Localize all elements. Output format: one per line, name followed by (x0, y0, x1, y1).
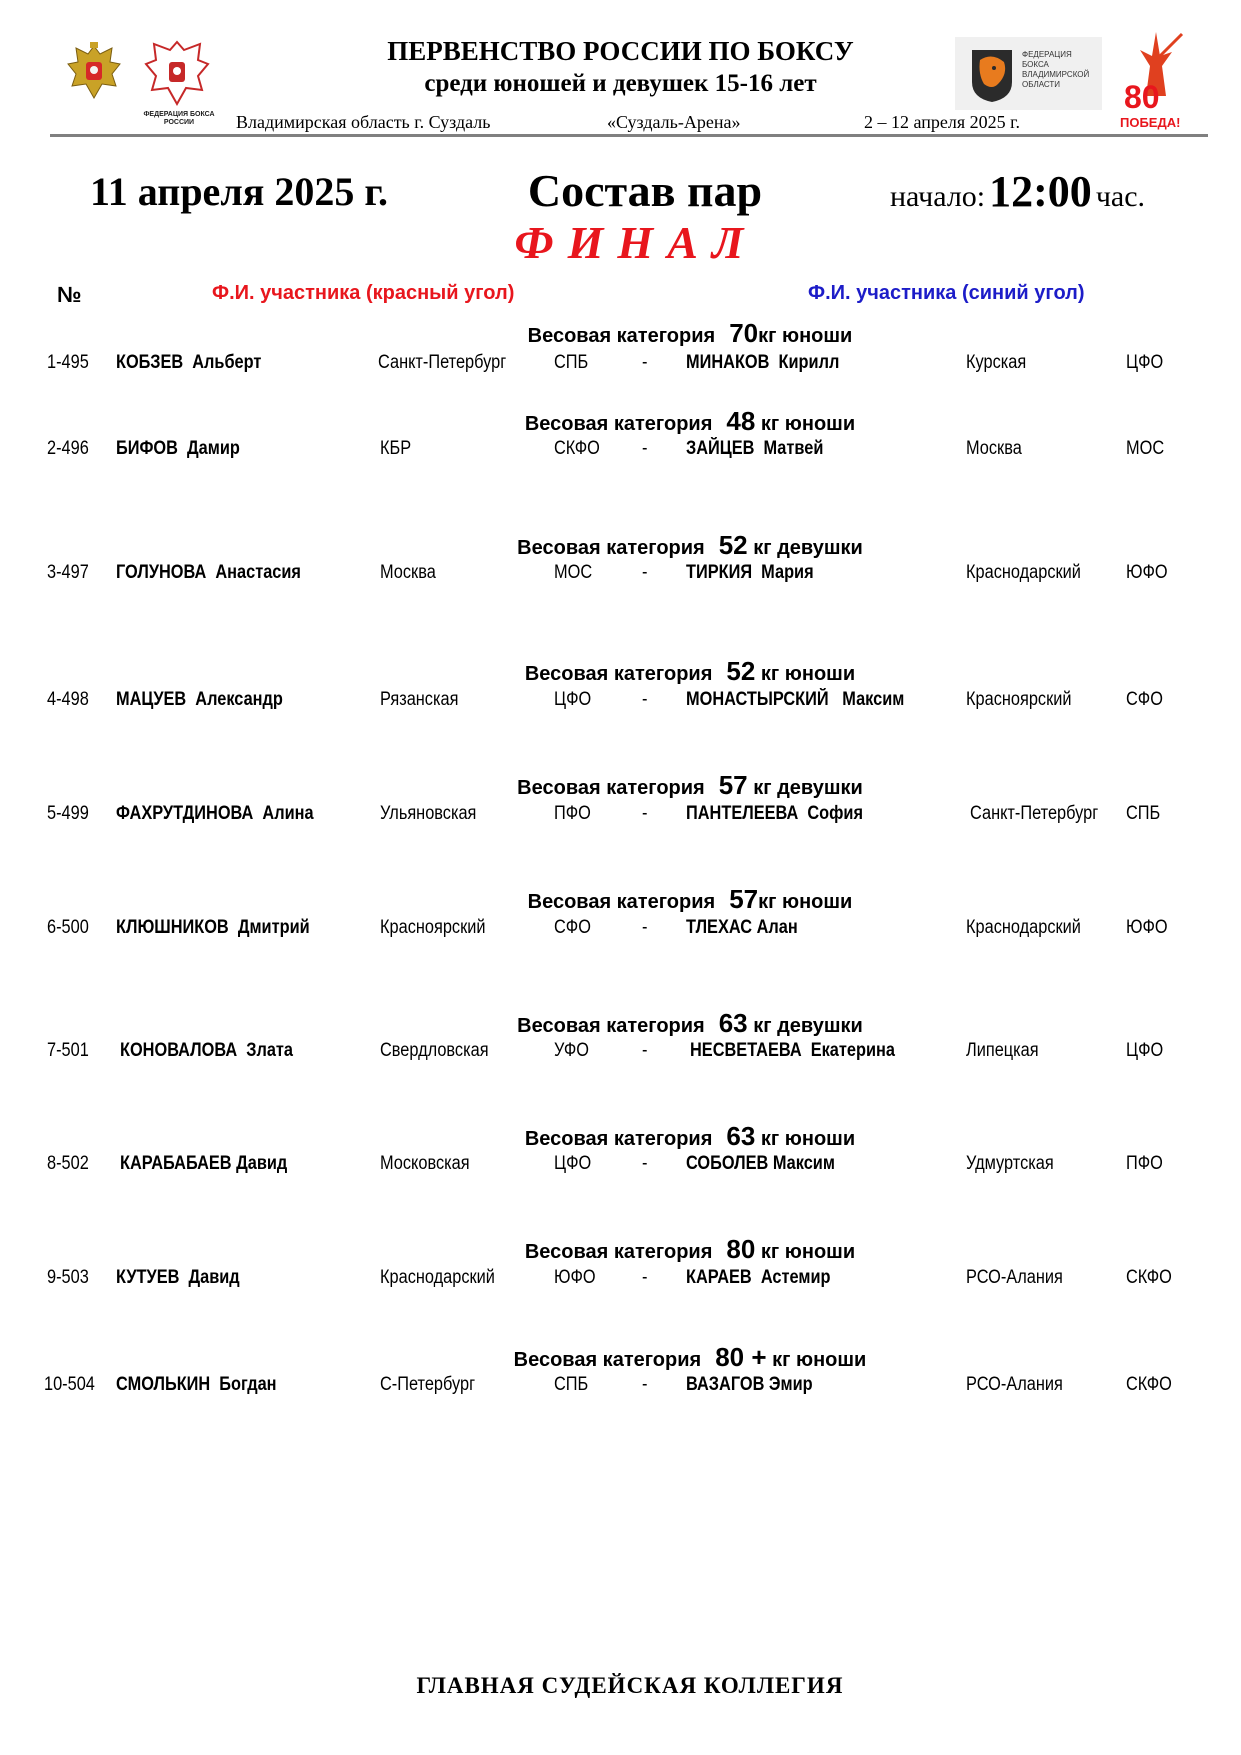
weight-category-label: Весовая категория (527, 325, 716, 347)
red-boxer-district: ПФО (554, 803, 591, 824)
blue-boxer-name: ЗАЙЦЕВ Матвей (686, 438, 824, 459)
blue-boxer-name: ВАЗАГОВ Эмир (686, 1374, 813, 1395)
blue-boxer-name: МОНАСТЫРСКИЙ Максим (686, 689, 905, 710)
blue-boxer-district: МОС (1126, 438, 1165, 459)
page-title: Состав пар (527, 165, 763, 216)
weight-value: 48 (726, 406, 756, 436)
weight-category (0, 1121, 1241, 1152)
blue-boxer-region: Москва (966, 438, 1022, 459)
vs-dash: - (642, 803, 648, 824)
blue-boxer-region: Удмуртская (966, 1153, 1054, 1174)
weight-category (0, 656, 1241, 687)
weight-category-label: Весовая категория (517, 1015, 705, 1037)
event-dates: 2 – 12 апреля 2025 г. (864, 112, 1020, 132)
blue-boxer-district: СПБ (1126, 803, 1161, 824)
red-boxer-name: ГОЛУНОВА Анастасия (116, 562, 301, 583)
bout-number: 3-497 (47, 562, 89, 583)
blue-boxer-region: Красноярский (966, 689, 1072, 710)
victory-80-number: 80 (1124, 79, 1160, 115)
blue-boxer-district: СКФО (1126, 1267, 1172, 1288)
bout-number: 9-503 (47, 1267, 89, 1288)
weight-group: кг девушки (747, 537, 863, 559)
red-boxer-name: КОНОВАЛОВА Злата (120, 1040, 294, 1061)
blue-boxer-region: Курская (966, 352, 1027, 373)
vs-dash: - (642, 1040, 648, 1061)
bout-number: 6-500 (47, 917, 89, 938)
location: Владимирская область г. Суздаль (236, 112, 491, 132)
weight-category-label: Весовая категория (527, 891, 716, 913)
red-boxer-district: ЦФО (554, 689, 592, 710)
blue-boxer-name: ТЛЕХАС Алан (686, 917, 798, 938)
column-red-corner: Ф.И. участника (красный угол) (212, 282, 515, 304)
bout-date: 11 апреля 2025 г. (90, 169, 389, 214)
bout-number: 1-495 (47, 352, 89, 373)
weight-value: 70 (729, 318, 759, 348)
weight-category (0, 530, 1241, 561)
weight-category (0, 1008, 1241, 1039)
weight-value: 63 (718, 1008, 748, 1038)
weight-group: кг юноши (758, 891, 853, 913)
weight-group: кг девушки (747, 777, 863, 799)
vs-dash: - (642, 1153, 648, 1174)
weight-value: 57 (718, 770, 748, 800)
vs-dash: - (642, 689, 648, 710)
blue-boxer-district: ЦФО (1126, 1040, 1164, 1061)
blue-boxer-region: Липецкая (966, 1040, 1039, 1061)
weight-group: кг юноши (755, 413, 856, 435)
red-boxer-district: СФО (554, 917, 591, 938)
red-boxer-region: Свердловская (380, 1040, 489, 1061)
weight-category-label: Весовая категория (524, 1241, 713, 1263)
vs-dash: - (642, 1374, 648, 1395)
blue-boxer-region: Краснодарский (966, 562, 1081, 583)
vs-dash: - (642, 438, 648, 459)
red-boxer-name: СМОЛЬКИН Богдан (116, 1374, 277, 1395)
bout-number: 4-498 (47, 689, 89, 710)
blue-boxer-name: ПАНТЕЛЕЕВА София (686, 803, 864, 824)
weight-group: кг юноши (758, 325, 853, 347)
red-boxer-name: МАЦУЕВ Александр (116, 689, 283, 710)
weight-value: 80 + (715, 1342, 767, 1372)
blue-boxer-region: РСО-Алания (966, 1374, 1063, 1395)
red-boxer-district: СПБ (554, 1374, 589, 1395)
red-boxer-name: КАРАБАБАЕВ Давид (120, 1153, 288, 1174)
bout-number: 2-496 (47, 438, 89, 459)
weight-value: 57 (729, 884, 759, 914)
weight-category-label: Весовая категория (524, 1128, 713, 1150)
blue-boxer-region: Санкт-Петербург (970, 803, 1099, 824)
weight-value: 52 (726, 656, 756, 686)
red-boxer-district: МОС (554, 562, 593, 583)
bout-number: 8-502 (47, 1153, 89, 1174)
red-boxer-region: Московская (380, 1153, 470, 1174)
blue-boxer-district: ПФО (1126, 1153, 1163, 1174)
championship-subtitle: среди юношей и девушек 15-16 лет (424, 70, 817, 97)
weight-category (0, 318, 1241, 349)
weight-group: кг юноши (755, 1241, 856, 1263)
stage-title: ФИНАЛ (514, 217, 758, 268)
weight-category (0, 884, 1241, 915)
blue-boxer-district: ЮФО (1126, 562, 1168, 583)
weight-category-label: Весовая категория (517, 777, 705, 799)
column-number: № (57, 282, 82, 307)
start-time: 12:00 (989, 167, 1092, 216)
venue: «Суздаль-Арена» (607, 112, 741, 132)
vs-dash: - (642, 352, 648, 373)
vs-dash: - (642, 1267, 648, 1288)
boxing-federation-logo-text: ФЕДЕРАЦИЯ БОКСА РОССИИ (143, 111, 215, 126)
red-boxer-district: ЮФО (554, 1267, 596, 1288)
red-boxer-district: СКФО (554, 438, 600, 459)
weight-category (0, 1234, 1241, 1265)
red-boxer-name: ФАХРУТДИНОВА Алина (116, 803, 314, 824)
red-boxer-district: ЦФО (554, 1153, 592, 1174)
blue-boxer-region: Краснодарский (966, 917, 1081, 938)
red-boxer-region: Санкт-Петербург (378, 352, 507, 373)
weight-category (0, 1342, 1241, 1373)
championship-title: ПЕРВЕНСТВО РОССИИ ПО БОКСУ (387, 36, 854, 66)
blue-boxer-name: СОБОЛЕВ Максим (686, 1153, 835, 1174)
weight-category-label: Весовая категория (524, 663, 713, 685)
column-blue-corner: Ф.И. участника (синий угол) (808, 282, 1085, 304)
vladimir-boxing-federation-text: ФЕДЕРАЦИЯ БОКСА ВЛАДИМИРСКОЙ ОБЛАСТИ (1022, 50, 1090, 89)
bout-number: 5-499 (47, 803, 89, 824)
blue-boxer-district: ЦФО (1126, 352, 1164, 373)
weight-group: кг юноши (755, 663, 856, 685)
red-boxer-district: СПБ (554, 352, 589, 373)
red-boxer-name: КОБЗЕВ Альберт (116, 352, 262, 373)
weight-group: кг девушки (747, 1015, 863, 1037)
weight-category-label: Весовая категория (524, 413, 713, 435)
header-divider (50, 134, 1208, 137)
bout-number: 7-501 (47, 1040, 89, 1061)
vs-dash: - (642, 917, 648, 938)
weight-value: 52 (718, 530, 748, 560)
red-boxer-name: КЛЮШНИКОВ Дмитрий (116, 917, 310, 938)
weight-category (0, 770, 1241, 801)
weight-category-label: Весовая категория (517, 537, 705, 559)
weight-category (0, 406, 1241, 437)
red-boxer-region: Краснодарский (380, 1267, 495, 1288)
weight-group: кг юноши (755, 1128, 856, 1150)
blue-boxer-name: КАРАЕВ Астемир (686, 1267, 831, 1288)
weight-value: 63 (726, 1121, 756, 1151)
start-label: начало: (890, 180, 986, 213)
chief-judges-panel: ГЛАВНАЯ СУДЕЙСКАЯ КОЛЛЕГИЯ (416, 1673, 844, 1698)
red-boxer-region: С-Петербург (380, 1374, 476, 1395)
bout-number: 10-504 (44, 1374, 95, 1395)
red-boxer-region: Москва (380, 562, 436, 583)
red-boxer-region: КБР (380, 438, 412, 459)
red-boxer-name: КУТУЕВ Давид (116, 1267, 240, 1288)
blue-boxer-name: НЕСВЕТАЕВА Екатерина (690, 1040, 895, 1061)
blue-boxer-region: РСО-Алания (966, 1267, 1063, 1288)
blue-boxer-name: МИНАКОВ Кирилл (686, 352, 840, 373)
red-boxer-region: Ульяновская (380, 803, 477, 824)
weight-value: 80 (726, 1234, 756, 1264)
victory-80-text: ПОБЕДА! (1120, 115, 1181, 130)
red-boxer-region: Красноярский (380, 917, 486, 938)
weight-group: кг юноши (766, 1349, 867, 1371)
start-unit: час. (1095, 180, 1146, 213)
blue-boxer-name: ТИРКИЯ Мария (686, 562, 814, 583)
start-time-block (890, 166, 1145, 217)
blue-boxer-district: СФО (1126, 689, 1163, 710)
blue-boxer-district: СКФО (1126, 1374, 1172, 1395)
blue-boxer-district: ЮФО (1126, 917, 1168, 938)
weight-category-label: Весовая категория (513, 1349, 702, 1371)
red-boxer-district: УФО (554, 1040, 589, 1061)
red-boxer-region: Рязанская (380, 689, 459, 710)
red-boxer-name: БИФОВ Дамир (116, 438, 240, 459)
vs-dash: - (642, 562, 648, 583)
